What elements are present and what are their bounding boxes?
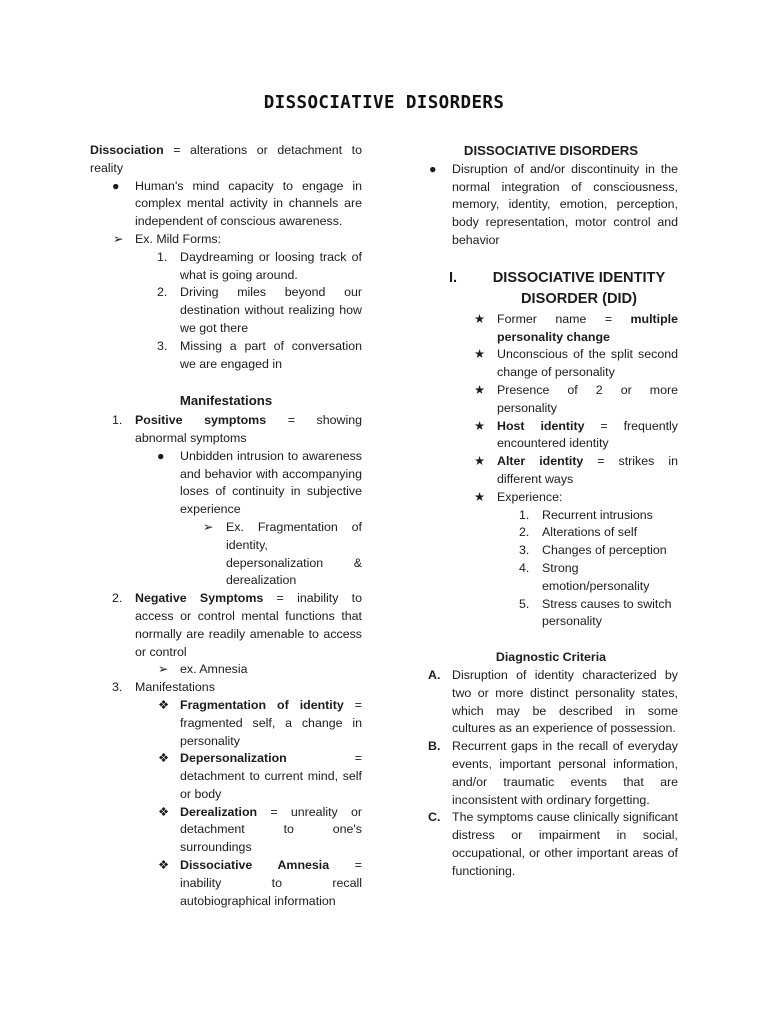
list-item: 2. Driving miles beyond our destination without realizing how we got there bbox=[157, 285, 362, 335]
list-item: ❖ Depersonalization = detachment to current mind, self or body bbox=[158, 751, 362, 801]
bullet-marker: ● bbox=[112, 178, 120, 193]
list-item: 2. Negative Symptoms = inability to access or control mental functions that normally are readily amenable to access or control bbox=[112, 591, 362, 659]
list-item: 3. Manifestations bbox=[112, 680, 215, 695]
did-heading: I. DISSOCIATIVE IDENTITY DISORDER (DID) bbox=[449, 269, 666, 307]
diamond-marker: ❖ bbox=[158, 858, 170, 873]
left-column bbox=[90, 142, 362, 910]
criteria-letter: C. bbox=[428, 810, 441, 825]
list-item: 1. Positive symptoms = showing abnormal symptoms bbox=[112, 413, 362, 445]
list-item: ★ Alter identity = strikes in different ways bbox=[474, 454, 678, 486]
diamond-marker: ❖ bbox=[158, 804, 170, 819]
list-item: 1. Recurrent intrusions bbox=[519, 507, 653, 522]
list-item: ❖ Dissociative Amnesia = inability to recall autobiographical information bbox=[158, 858, 362, 908]
star-marker: ★ bbox=[474, 382, 486, 397]
star-marker: ★ bbox=[474, 454, 486, 469]
manifestations-heading: Manifestations bbox=[179, 393, 273, 409]
list-item: ● Disruption of and/or discontinuity in the normal integration of consciousness, memory, identity, emotion, perception, body representation, motor control and behavior bbox=[429, 161, 678, 247]
list-item: ➢ Ex. Mild Forms: bbox=[135, 231, 362, 249]
list-item: C. The symptoms cause clinically significant distress or impairment in social, occupational, or other important areas of functioning. bbox=[428, 810, 678, 878]
diamond-marker: ❖ bbox=[158, 751, 170, 766]
section-heading: DISSOCIATIVE DISORDERS bbox=[463, 143, 639, 158]
list-item: 3. Changes of perception bbox=[519, 543, 667, 558]
list-item: ● Unbidden intrusion to awareness and behavior with accompanying loses of continuity in subjective experience bbox=[157, 448, 362, 517]
diamond-marker: ❖ bbox=[158, 697, 170, 712]
list-item: ★ Host identity = frequently encountered identity bbox=[474, 418, 678, 451]
list-item: ★ Unconscious of the split second change of personality bbox=[474, 347, 678, 380]
list-item: 1. Daydreaming or loosing track of what is going around. bbox=[157, 249, 362, 282]
bullet-marker: ● bbox=[157, 448, 165, 463]
arrow-marker: ➢ bbox=[203, 519, 214, 534]
star-marker: ★ bbox=[474, 311, 486, 326]
star-marker: ★ bbox=[474, 489, 486, 504]
arrow-marker: ➢ bbox=[158, 662, 169, 677]
list-item: ★ Experience: bbox=[497, 489, 678, 507]
arrow-marker: ➢ bbox=[113, 231, 124, 246]
list-item: 4. Strong emotion/personality bbox=[519, 560, 650, 593]
criteria-letter: A. bbox=[428, 667, 441, 682]
bullet-marker: ● bbox=[429, 161, 437, 176]
list-item: B. Recurrent gaps in the recall of everyday events, important personal information, and/or traumatic events that are inconsistent with ordinary forgetting. bbox=[428, 739, 678, 807]
list-item: ❖ Derealization = unreality or detachment to one's surroundings bbox=[158, 804, 362, 855]
roman-numeral: I. bbox=[449, 269, 458, 286]
list-item: ★ Presence of 2 or more personality bbox=[474, 382, 678, 415]
criteria-heading: Diagnostic Criteria bbox=[495, 650, 607, 665]
list-item: A. Disruption of identity characterized by two or more distinct personality states, which may be described in some cultures as an experience of possession. bbox=[428, 667, 678, 736]
list-item: ● Human's mind capacity to engage in complex mental activity in channels are independent of conscious awareness. bbox=[112, 178, 362, 229]
page-title: DISSOCIATIVE DISORDERS bbox=[263, 93, 505, 113]
star-marker: ★ bbox=[474, 347, 486, 362]
list-item: ➢ ex. Amnesia bbox=[180, 661, 362, 679]
dissociation-definition: Dissociation = alterations or detachment to reality bbox=[90, 143, 362, 175]
list-item: ★ Former name = multiple personality change bbox=[474, 311, 678, 344]
star-marker: ★ bbox=[474, 418, 486, 433]
list-item: 3. Missing a part of conversation we are engaged in bbox=[157, 338, 362, 371]
right-column bbox=[424, 142, 678, 880]
list-item: ➢ Ex. Fragmentation of identity, depersonalization & derealization bbox=[203, 519, 362, 588]
list-item: 5. Stress causes to switch personality bbox=[519, 596, 672, 629]
list-item: 2. Alterations of self bbox=[519, 525, 638, 540]
list-item: ❖ Fragmentation of identity = fragmented self, a change in personality bbox=[158, 697, 362, 748]
criteria-letter: B. bbox=[428, 739, 441, 754]
